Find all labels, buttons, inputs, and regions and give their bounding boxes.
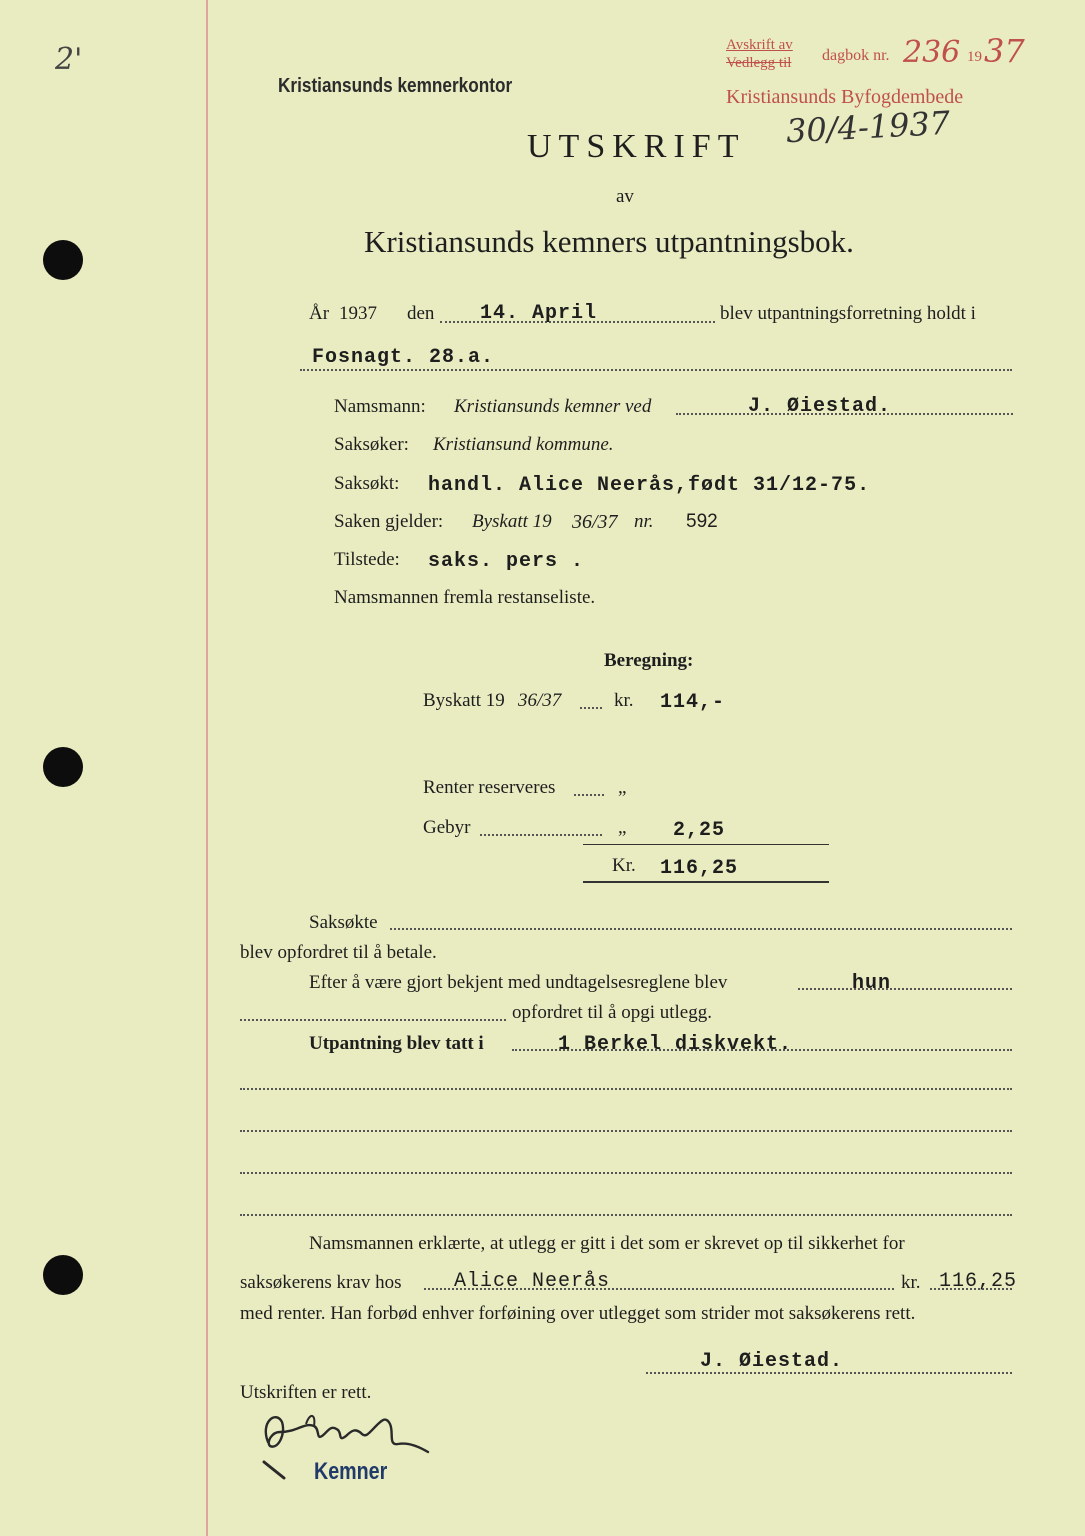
- dotted-line: [580, 707, 602, 709]
- punch-hole: [43, 240, 83, 280]
- dotted-line: [240, 1214, 1012, 1216]
- sum-rule-bottom: [583, 881, 829, 883]
- fremla-text: Namsmannen fremla restanseliste.: [334, 587, 596, 608]
- erklaerte-text: Namsmannen erklærte, at utlegg er gitt i det som er skrevet op til sikkerhet for: [309, 1233, 905, 1254]
- namsmann-value: Kristiansunds kemner ved: [454, 396, 652, 417]
- dotted-line: [574, 794, 604, 796]
- typed-signature: J. Øiestad.: [700, 1350, 844, 1373]
- saken-number: 592: [686, 511, 718, 532]
- dotted-line: [240, 1172, 1012, 1174]
- byskatt-kr: kr.: [614, 690, 634, 711]
- byskatt-year: 36/37: [518, 690, 562, 711]
- saken-nr: nr.: [634, 511, 654, 532]
- stamp-year: 37: [984, 32, 1025, 70]
- stamp-dagbok-number: 236: [903, 35, 961, 70]
- intro-date: 14. April: [480, 302, 598, 325]
- intro-place: Fosnagt. 28.a.: [312, 346, 495, 369]
- stamp-date: 30/4-1937: [785, 103, 951, 151]
- tilstede-label: Tilstede:: [334, 549, 400, 570]
- saksokt-value: handl. Alice Neerås,født 31/12-75.: [428, 474, 871, 497]
- gebyr-mark: „: [618, 817, 627, 838]
- stamp-vedlegg: Vedlegg til: [726, 55, 792, 71]
- stamp-year-prefix: 19: [967, 49, 982, 65]
- sum-rule-top: [583, 844, 829, 845]
- opgi-text: opfordret til å opgi utlegg.: [512, 1002, 712, 1023]
- stamp-byfogdembede: Kristiansunds Byfogdembede: [726, 86, 964, 108]
- tick-mark-icon: [262, 1458, 288, 1482]
- renter-mark: „: [618, 777, 627, 798]
- gebyr-label: Gebyr: [423, 817, 471, 838]
- dotted-line: [240, 1130, 1012, 1132]
- renter-label: Renter reserveres: [423, 777, 556, 798]
- krav-label: saksøkerens krav hos: [240, 1272, 402, 1293]
- dotted-line: [300, 369, 1012, 371]
- den-label: den: [407, 303, 435, 324]
- namsmann-name: J. Øiestad.: [748, 395, 892, 418]
- dotted-line: [390, 928, 1012, 930]
- punch-hole: [43, 747, 83, 787]
- saken-value: Byskatt 19: [472, 511, 552, 532]
- stamp-dagbok: dagbok nr.: [822, 47, 890, 64]
- krav-amount: 116,25: [939, 1270, 1018, 1293]
- krav-name: Alice Neerås: [454, 1270, 611, 1293]
- saken-year: 36/37: [572, 511, 618, 533]
- dotted-line: [798, 988, 1012, 990]
- stamp-avskrift: Avskrift av: [726, 37, 793, 53]
- total-kr: Kr.: [612, 855, 636, 876]
- gebyr-amount: 2,25: [673, 819, 726, 842]
- renter-line: med renter. Han forbød enhver forføining over utlegget som strider mot saksøkerens rett.: [240, 1303, 916, 1324]
- saksokt-label: Saksøkt:: [334, 473, 400, 494]
- page-heading: Kristiansunds kemners utpantningsbok.: [364, 224, 854, 259]
- beregning-heading: Beregning:: [604, 650, 694, 671]
- byskatt-amount: 114,-: [660, 691, 726, 714]
- title-av: av: [616, 186, 634, 207]
- utpantning-label: Utpantning blev tatt i: [309, 1033, 484, 1054]
- dotted-line: [480, 834, 602, 836]
- byskatt-label: Byskatt 19: [423, 690, 505, 711]
- efter-text: Efter å være gjort bekjent med undtagelsesreglene blev: [309, 972, 728, 993]
- namsmann-label: Namsmann:: [334, 396, 426, 417]
- krav-kr: kr.: [901, 1272, 921, 1293]
- dotted-line: [240, 1088, 1012, 1090]
- tilstede-value: saks. pers .: [428, 550, 585, 573]
- page-title: UTSKRIFT: [527, 128, 746, 165]
- kemner-stamp: Kemner: [314, 1458, 388, 1485]
- saken-label: Saken gjelder:: [334, 511, 444, 532]
- corner-mark: 2': [55, 42, 83, 77]
- ar-label: År: [309, 303, 330, 324]
- punch-hole: [43, 1255, 83, 1295]
- saksoker-value: Kristiansund kommune.: [433, 434, 614, 455]
- hun-value: hun: [852, 972, 892, 995]
- saksoker-label: Saksøker:: [334, 434, 409, 455]
- intro-tail: blev utpantningsforretning holdt i: [720, 303, 976, 324]
- intro-year: 1937: [339, 303, 377, 324]
- office-stamp: Kristiansunds kemnerkontor: [278, 75, 513, 97]
- saksokte-label: Saksøkte: [309, 912, 378, 933]
- total-amount: 116,25: [660, 857, 739, 880]
- dotted-line: [240, 1019, 506, 1021]
- utpantning-value: 1 Berkel diskvekt.: [558, 1033, 793, 1056]
- margin-line: [206, 0, 208, 1536]
- opfordret-betale: blev opfordret til å betale.: [240, 942, 437, 963]
- rett-text: Utskriften er rett.: [240, 1382, 372, 1403]
